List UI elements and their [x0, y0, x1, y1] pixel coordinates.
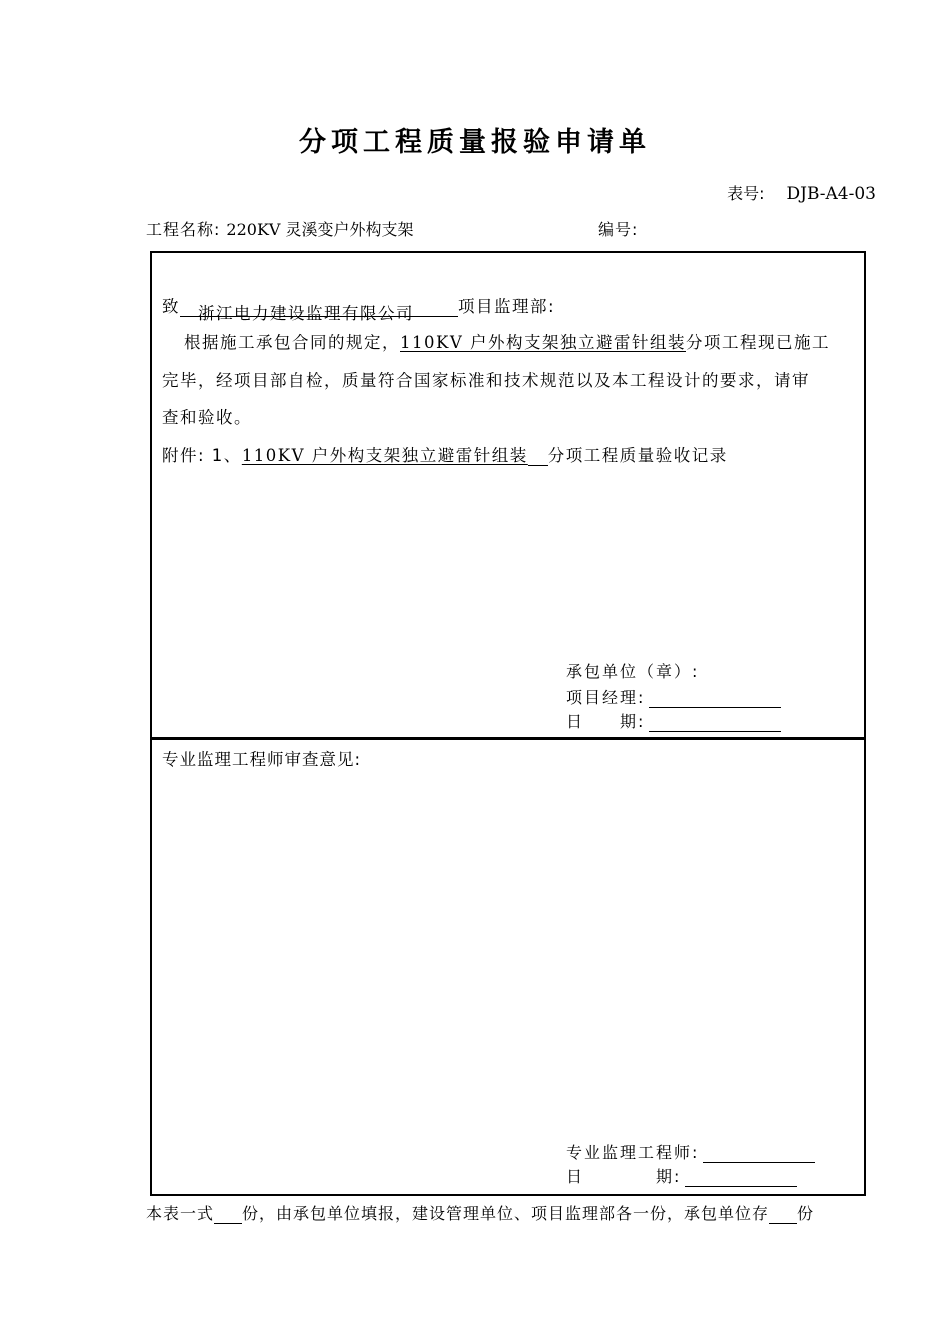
engineer-label: 专业监理工程师: [566, 1143, 700, 1162]
application-section [150, 251, 866, 739]
project-name-value: 220KV 灵溪变户外构支架 [226, 220, 414, 239]
review-heading: 专业监理工程师审查意见: [162, 750, 362, 769]
footer-part-1: 本表一式 [146, 1204, 215, 1223]
body-line-1 [184, 329, 884, 353]
attachment-item: 110KV 户外构支架独立避雷针组装 [241, 446, 528, 465]
addressee-line [162, 293, 862, 323]
footer-part-2: 份，由承包单位填报，建设管理单位、项目监理部各一份，承包单位存 [242, 1204, 770, 1223]
review-section [150, 738, 866, 1196]
body-rest: 分项工程现已施工 [685, 333, 830, 352]
form-number-value: DJB-A4-03 [786, 184, 876, 204]
addressee-org: 浙江电力建设监理有限公司 [198, 304, 414, 323]
body-line-2: 完毕，经项目部自检，质量符合国家标准和技术规范以及本工程设计的要求，请审 [162, 371, 810, 390]
application-date-blank[interactable] [649, 730, 781, 732]
form-title: 分项工程质量报验申请单 [299, 127, 651, 158]
engineer-blank[interactable] [703, 1161, 815, 1163]
addressee-suffix: 项目监理部: [458, 297, 556, 316]
review-date-blank[interactable] [685, 1185, 797, 1187]
body-item: 110KV 户外构支架独立避雷针组装 [400, 333, 686, 352]
serial-number-label: 编号: [598, 220, 639, 239]
application-date-line [566, 709, 781, 732]
addressee-prefix: 致 [162, 297, 180, 316]
review-date-label: 日 期: [566, 1167, 682, 1186]
contractor-seal-label: 承包单位（章）: [566, 662, 700, 681]
review-date-line [566, 1164, 797, 1187]
project-manager-label: 项目经理: [566, 688, 646, 707]
addressee-org-field [180, 300, 458, 323]
form-number-label: 表号: [727, 184, 765, 203]
engineer-signature-line [566, 1140, 815, 1163]
footer-part-3: 份 [797, 1204, 815, 1223]
project-manager-blank[interactable] [649, 706, 781, 708]
project-name-line [146, 217, 414, 240]
project-manager-line [566, 685, 781, 708]
attachment-suffix: 分项工程质量验收记录 [547, 446, 728, 465]
footer-note [146, 1201, 814, 1224]
attachment-prefix: 附件: 1、 [162, 446, 242, 465]
body-intro: 根据施工承包合同的规定， [184, 333, 400, 352]
body-line-3: 查和验收。 [162, 408, 252, 427]
attachment-line [162, 442, 862, 466]
project-name-label: 工程名称: [146, 220, 221, 239]
attachment-underline [528, 449, 548, 466]
footer-copies-blank-1 [214, 1209, 242, 1224]
form-number [727, 181, 876, 204]
application-date-label: 日 期: [566, 712, 646, 731]
footer-copies-blank-2 [769, 1209, 797, 1224]
